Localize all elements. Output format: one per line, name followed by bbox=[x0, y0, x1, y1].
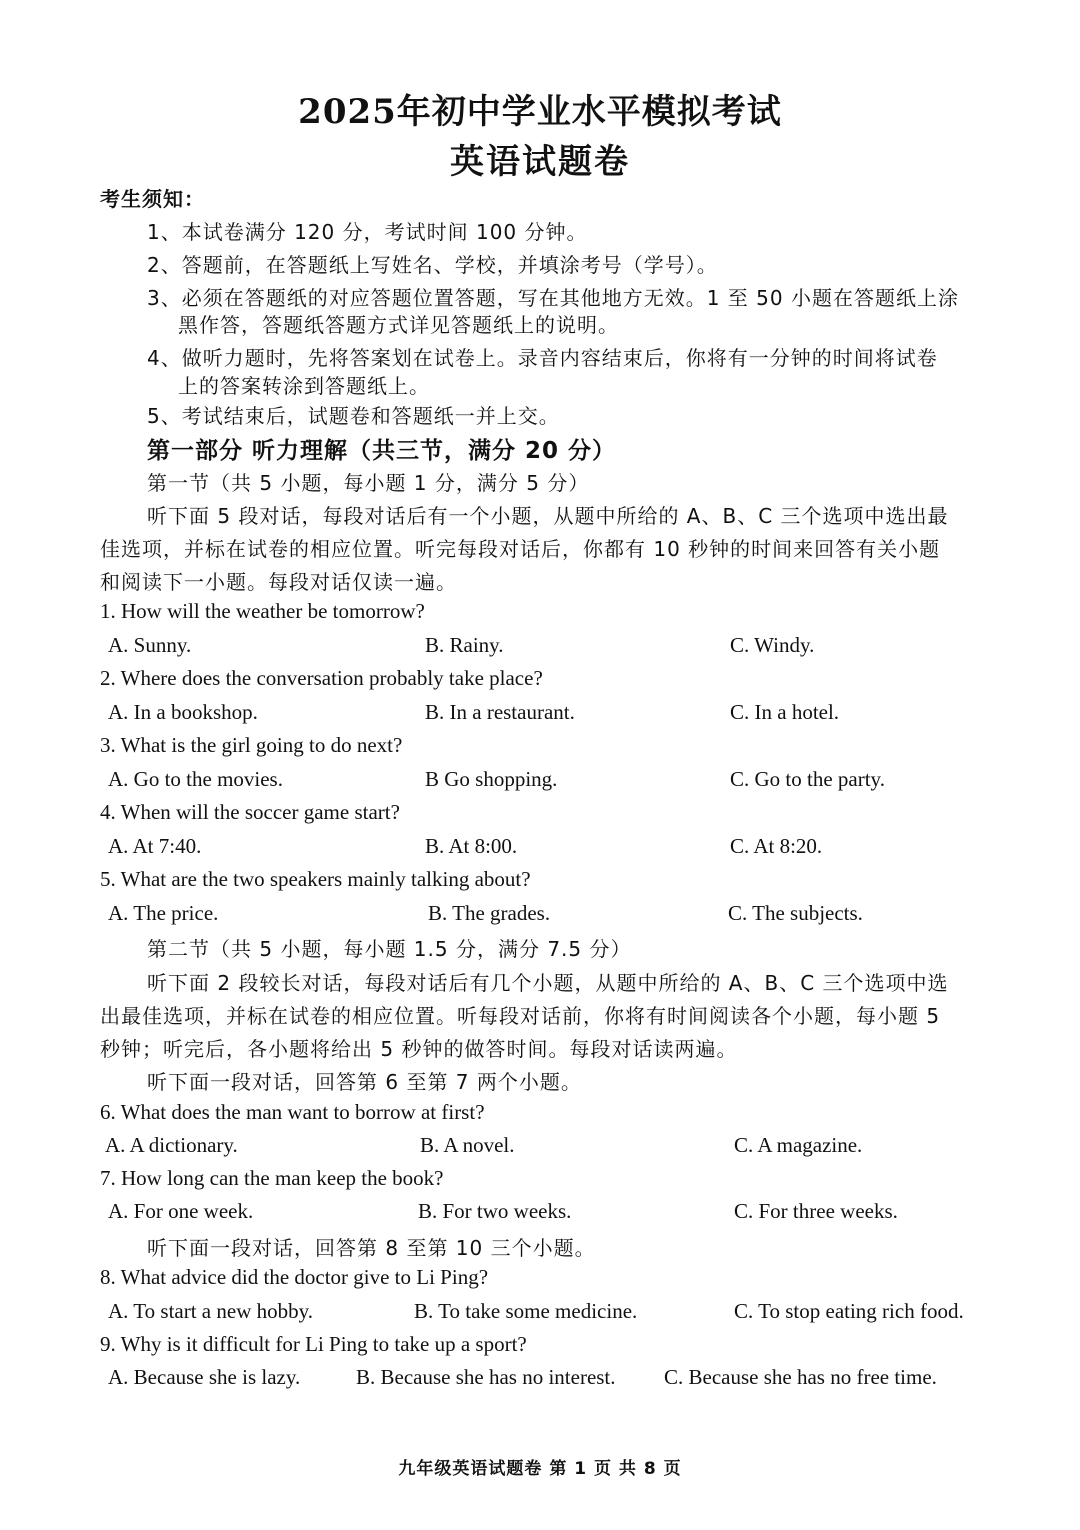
notice-heading: 考生须知： bbox=[100, 187, 205, 211]
section1-instruction: 佳选项，并标在试卷的相应位置。听完每段对话后，你都有 10 秒钟的时间来回答有关小题 bbox=[100, 537, 941, 561]
notice-item: 4、做听力题时，先将答案划在试卷上。录音内容结束后，你将有一分钟的时间将试卷 bbox=[147, 346, 938, 370]
section1-heading: 第一节（共 5 小题，每小题 1 分，满分 5 分） bbox=[147, 471, 590, 495]
question-2: 2. Where does the conversation probably take place? bbox=[100, 666, 543, 690]
option-a: A. A dictionary. bbox=[105, 1133, 238, 1157]
notice-item: 2、答题前，在答题纸上写姓名、学校，并填涂考号（学号）。 bbox=[147, 253, 718, 277]
option-a: A. Sunny. bbox=[108, 633, 192, 657]
option-b: B. For two weeks. bbox=[418, 1199, 572, 1223]
section2-instruction: 秒钟；听完后，各小题将给出 5 秒钟的做答时间。每段对话读两遍。 bbox=[100, 1037, 738, 1061]
option-c: C. At 8:20. bbox=[730, 834, 823, 858]
page-footer: 九年级英语试题卷 第 1 页 共 8 页 bbox=[398, 1459, 682, 1479]
option-c: C. For three weeks. bbox=[734, 1199, 898, 1223]
dialogue2-note: 听下面一段对话，回答第 8 至第 10 三个小题。 bbox=[147, 1236, 596, 1260]
section1-instruction: 听下面 5 段对话，每段对话后有一个小题，从题中所给的 A、B、C 三个选项中选出最 bbox=[147, 504, 949, 528]
option-b: B Go shopping. bbox=[425, 767, 558, 791]
option-b: B. At 8:00. bbox=[425, 834, 518, 858]
question-9: 9. Why is it difficult for Li Ping to take up a sport? bbox=[100, 1332, 527, 1356]
option-a: A. To start a new hobby. bbox=[108, 1299, 313, 1323]
section2-instruction: 听下面 2 段较长对话，每段对话后有几个小题，从题中所给的 A、B、C 三个选项中选 bbox=[147, 971, 949, 995]
notice-item-cont: 上的答案转涂到答题纸上。 bbox=[178, 374, 430, 398]
option-b: B. The grades. bbox=[428, 901, 551, 925]
option-c: C. Go to the party. bbox=[730, 767, 885, 791]
option-b: B. Rainy. bbox=[425, 633, 504, 657]
option-a: A. Because she is lazy. bbox=[108, 1365, 301, 1389]
part1-heading: 第一部分 听力理解（共三节，满分 20 分） bbox=[147, 438, 617, 464]
question-5: 5. What are the two speakers mainly talking about? bbox=[100, 867, 531, 891]
dialogue1-note: 听下面一段对话，回答第 6 至第 7 两个小题。 bbox=[147, 1070, 582, 1094]
option-c: C. A magazine. bbox=[734, 1133, 863, 1157]
exam-subtitle: 英语试题卷 bbox=[450, 142, 630, 182]
option-a: A. For one week. bbox=[108, 1199, 254, 1223]
section2-instruction: 出最佳选项，并标在试卷的相应位置。听每段对话前，你将有时间阅读各个小题，每小题 5 bbox=[100, 1004, 941, 1028]
option-a: A. Go to the movies. bbox=[108, 767, 283, 791]
option-c: C. To stop eating rich food. bbox=[734, 1299, 964, 1323]
exam-title: 2025年初中学业水平模拟考试 bbox=[298, 92, 782, 132]
question-1: 1. How will the weather be tomorrow? bbox=[100, 599, 425, 623]
option-c: C. Because she has no free time. bbox=[664, 1365, 937, 1389]
option-b: B. A novel. bbox=[420, 1133, 515, 1157]
option-a: A. The price. bbox=[108, 901, 219, 925]
notice-item-cont: 黑作答，答题纸答题方式详见答题纸上的说明。 bbox=[178, 313, 619, 337]
notice-item: 5、考试结束后，试题卷和答题纸一并上交。 bbox=[147, 404, 560, 428]
question-4: 4. When will the soccer game start? bbox=[100, 800, 400, 824]
option-b: B. Because she has no interest. bbox=[356, 1365, 616, 1389]
option-b: B. In a restaurant. bbox=[425, 700, 575, 724]
option-c: C. The subjects. bbox=[728, 901, 863, 925]
option-a: A. At 7:40. bbox=[108, 834, 202, 858]
question-6: 6. What does the man want to borrow at first? bbox=[100, 1100, 485, 1124]
question-8: 8. What advice did the doctor give to Li Ping? bbox=[100, 1265, 489, 1289]
section2-heading: 第二节（共 5 小题，每小题 1.5 分，满分 7.5 分） bbox=[147, 937, 632, 961]
question-3: 3. What is the girl going to do next? bbox=[100, 733, 403, 757]
option-c: C. Windy. bbox=[730, 633, 815, 657]
option-b: B. To take some medicine. bbox=[414, 1299, 638, 1323]
question-7: 7. How long can the man keep the book? bbox=[100, 1166, 444, 1190]
notice-item: 3、必须在答题纸的对应答题位置答题，写在其他地方无效。1 至 50 小题在答题纸上涂 bbox=[147, 286, 959, 310]
option-a: A. In a bookshop. bbox=[108, 700, 258, 724]
notice-item: 1、本试卷满分 120 分，考试时间 100 分钟。 bbox=[147, 220, 588, 244]
section1-instruction: 和阅读下一小题。每段对话仅读一遍。 bbox=[100, 570, 457, 594]
option-c: C. In a hotel. bbox=[730, 700, 840, 724]
